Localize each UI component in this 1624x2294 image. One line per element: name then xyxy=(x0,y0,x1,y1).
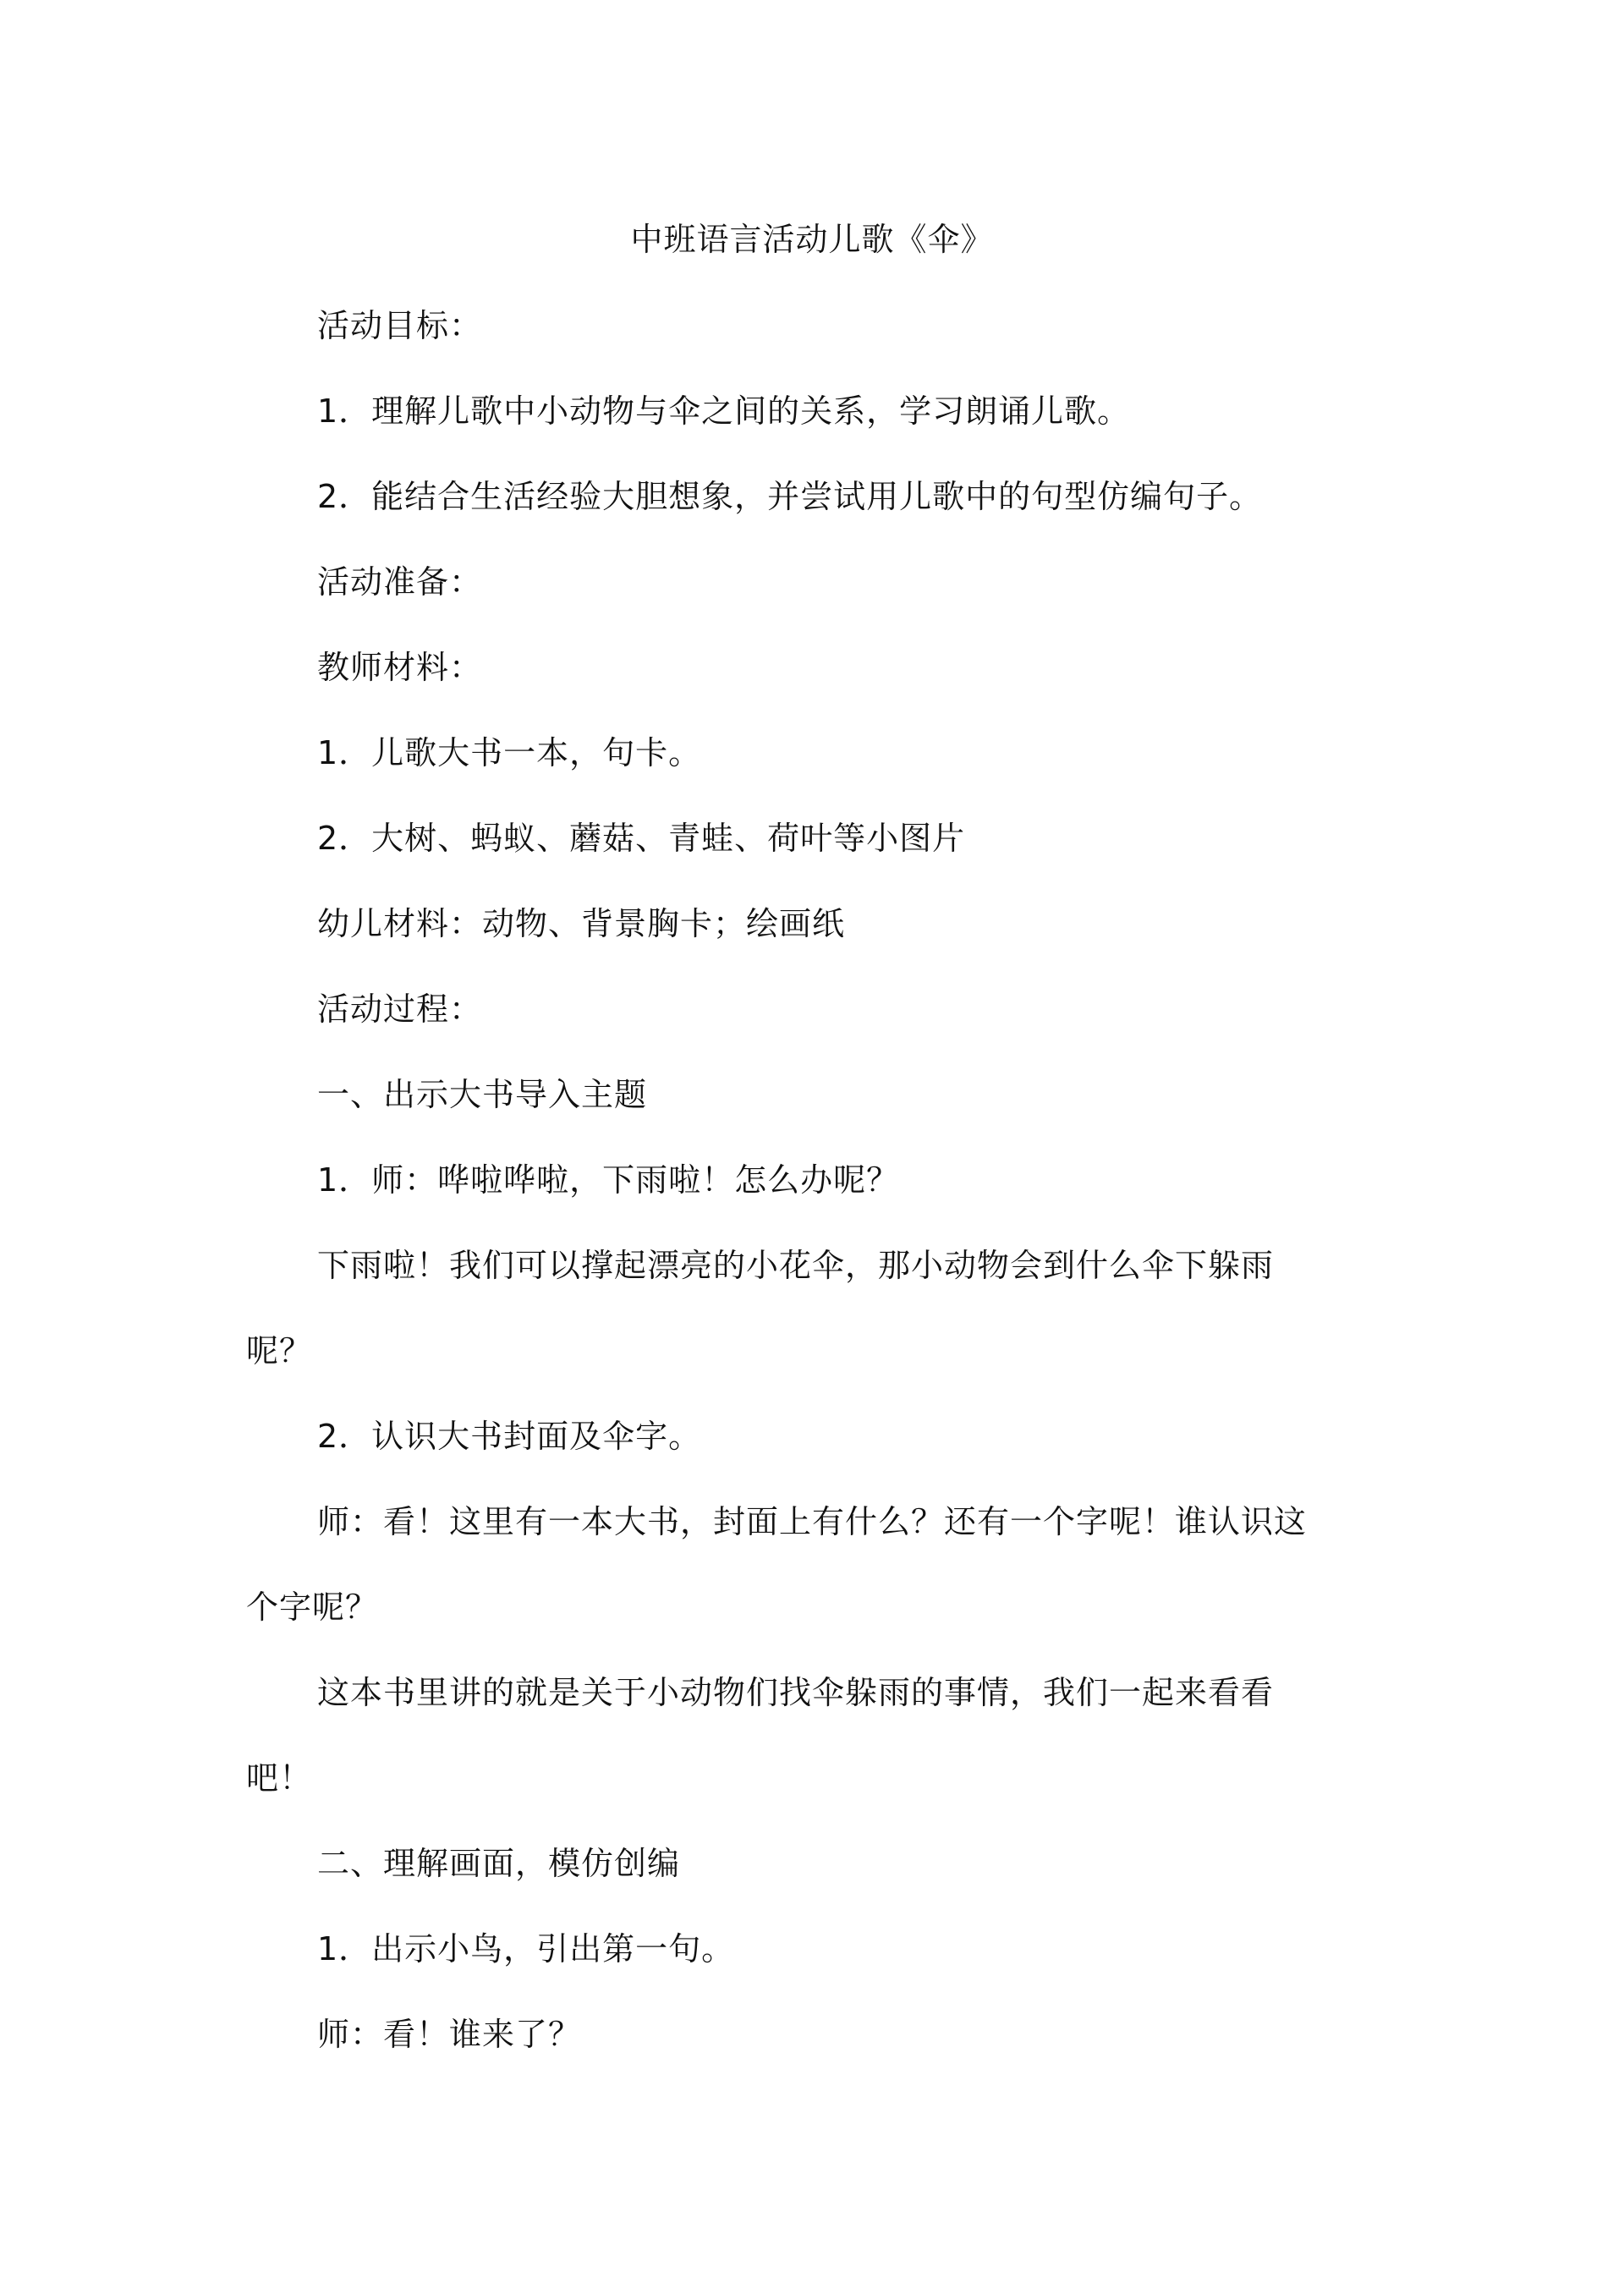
section-heading-preparation: 活动准备： xyxy=(317,563,483,601)
section-heading-goals: 活动目标： xyxy=(317,307,483,344)
child-materials-line: 幼儿材料：动物、背景胸卡；绘画纸 xyxy=(317,905,846,942)
teacher-materials-heading: 教师材料： xyxy=(317,649,483,686)
teacher-material-item-1: 1．儿歌大书一本，句卡。 xyxy=(317,734,702,771)
goal-item-1: 1．理解儿歌中小动物与伞之间的关系，学习朗诵儿歌。 xyxy=(317,392,1131,430)
process-step-2-item-1: 1．出示小鸟，引出第一句。 xyxy=(317,1930,735,1967)
process-step-1-item-1: 1．师：哗啦哗啦，下雨啦！怎么办呢？ xyxy=(317,1161,900,1199)
paragraph-line-continued: 呢？ xyxy=(246,1332,313,1369)
section-heading-process: 活动过程： xyxy=(317,991,483,1028)
teacher-material-item-2: 2．大树、蚂蚁、蘑菇、青蛙、荷叶等小图片 xyxy=(317,820,966,857)
paragraph-line: 师：看！这里有一本大书，封面上有什么？还有一个字呢！谁认识这 xyxy=(317,1503,1308,1540)
paragraph-line: 这本书里讲的就是关于小动物们找伞躲雨的事情，我们一起来看看 xyxy=(317,1674,1275,1711)
paragraph-line: 师：看！谁来了？ xyxy=(317,2016,582,2053)
paragraph-line-continued: 个字呢？ xyxy=(246,1589,379,1626)
paragraph-line: 下雨啦！我们可以撑起漂亮的小花伞，那小动物会到什么伞下躲雨 xyxy=(317,1247,1275,1284)
process-step-1-item-2: 2．认识大书封面及伞字。 xyxy=(317,1418,702,1455)
process-step-1-heading: 一、出示大书导入主题 xyxy=(317,1076,648,1113)
process-step-2-heading: 二、理解画面，模仿创编 xyxy=(317,1845,681,1882)
paragraph-line-continued: 吧！ xyxy=(246,1759,313,1797)
goal-item-2: 2．能结合生活经验大胆想象，并尝试用儿歌中的句型仿编句子。 xyxy=(317,478,1263,515)
document-title: 中班语言活动儿歌《伞》 xyxy=(630,221,994,258)
